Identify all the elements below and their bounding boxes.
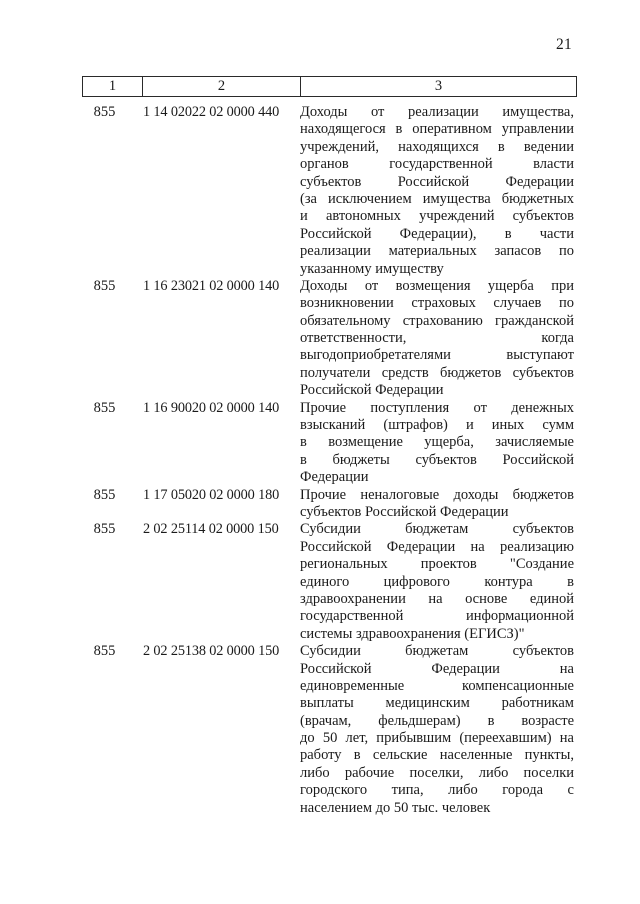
description-line: взысканий (штрафов) и иных сумм [300, 417, 574, 434]
description-line: Федерации [300, 469, 369, 486]
admin-code-cell: 855 [93, 643, 116, 660]
description-line: выплаты медицинским работникам [300, 695, 574, 712]
description-line: субъектов Российской Федерации [300, 173, 574, 190]
admin-code-cell: 855 [93, 399, 116, 416]
description-line: системы здравоохранения (ЕГИСЗ)" [300, 625, 525, 642]
description-line: работу в сельские населенные пункты, [300, 747, 574, 764]
description-line: в возмещение ущерба, зачисляемые [300, 434, 574, 451]
description-line: Доходы от возмещения ущерба при [300, 277, 574, 294]
description-line: Субсидии бюджетам субъектов [300, 643, 574, 660]
description-line: государственной информационной [300, 608, 574, 625]
description-cell [298, 278, 574, 400]
budget-code-cell: 1 14 02022 02 0000 440 [143, 104, 280, 120]
description-line: (за исключением имущества бюджетных [300, 190, 574, 207]
header-col-1: 1 [83, 77, 143, 96]
table-row [82, 643, 577, 817]
table-row [82, 104, 577, 278]
budget-code-cell: 2 02 25114 02 0000 150 [143, 521, 279, 538]
description-cell [298, 521, 574, 643]
description-line: указанному имуществу [300, 260, 444, 277]
header-col-2: 2 [143, 77, 301, 96]
description-line: единовременные компенсационные [300, 677, 574, 694]
admin-code-cell: 855 [93, 277, 116, 294]
table-body [82, 104, 577, 817]
description-cell [298, 643, 574, 817]
description-line: в бюджеты субъектов Российской [300, 451, 574, 468]
description-cell [298, 487, 574, 522]
description-line: до 50 лет, прибывшим (переехавшим) на [300, 730, 574, 747]
description-line: либо рабочие поселки, либо поселки [300, 764, 574, 781]
description-line: Российской Федерации на реализацию [300, 538, 574, 555]
description-line: Российской Федерации [300, 382, 444, 399]
description-line: органов государственной власти [300, 156, 574, 173]
budget-code-cell: 2 02 25138 02 0000 150 [143, 643, 280, 660]
description-line: Субсидии бюджетам субъектов [300, 521, 574, 538]
description-line: региональных проектов "Создание [300, 556, 574, 573]
description-line: учреждений, находящихся в ведении [300, 138, 574, 155]
description-line: получатели средств бюджетов субъектов [300, 364, 574, 381]
table-row [82, 521, 577, 643]
header-col-3: 3 [434, 78, 443, 94]
table-row [82, 487, 577, 522]
description-cell [298, 104, 574, 278]
description-line: субъектов Российской Федерации [300, 503, 509, 520]
description-cell [298, 400, 574, 487]
description-line: реализации материальных запасов по [300, 243, 574, 260]
description-line: Прочие неналоговые доходы бюджетов [300, 486, 574, 503]
description-line: единого цифрового контура в [300, 573, 574, 590]
description-line: Российской Федерации на [300, 660, 574, 677]
description-line: и автономных учреждений субъектов [300, 208, 574, 225]
description-line: находящегося в оперативном управлении [300, 121, 574, 138]
table-header [82, 76, 577, 97]
admin-code-cell: 855 [93, 521, 116, 538]
description-line: Российской Федерации), в части [300, 225, 574, 242]
description-line: (врачам, фельдшерам) в возрасте [300, 712, 574, 729]
table-row [82, 278, 577, 400]
description-line: обязательному страхованию гражданской [300, 312, 574, 329]
budget-code-cell: 1 16 23021 02 0000 140 [143, 277, 280, 294]
admin-code-cell: 855 [93, 104, 116, 120]
description-line: ответственности, когда [300, 330, 574, 347]
description-line: выгодоприобретателями выступают [300, 347, 574, 364]
description-line: Прочие поступления от денежных [300, 399, 574, 416]
admin-code-cell: 855 [93, 486, 116, 503]
description-line: городского типа, либо города с [300, 782, 574, 799]
description-line: населением до 50 тыс. человек [300, 799, 491, 816]
description-line: Доходы от реализации имущества, [300, 104, 574, 120]
description-line: возникновении страховых случаев по [300, 295, 574, 312]
budget-code-cell: 1 16 90020 02 0000 140 [143, 399, 280, 416]
page-number: 21 [556, 36, 573, 53]
budget-code-cell: 1 17 05020 02 0000 180 [143, 486, 280, 503]
description-line: здравоохранении на основе единой [300, 590, 574, 607]
table-row [82, 400, 577, 487]
